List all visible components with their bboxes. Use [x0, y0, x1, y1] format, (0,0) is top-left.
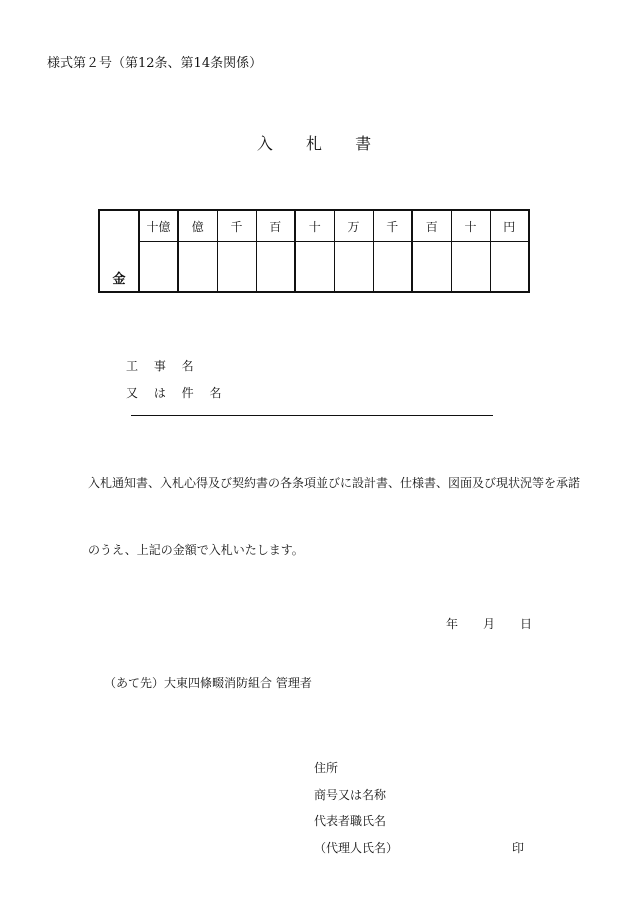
agent-label: （代理人氏名） — [314, 841, 399, 855]
amount-digit-cell[interactable] — [490, 242, 529, 293]
form-number: 様式第２号（第12条、第14条関係） — [47, 56, 263, 71]
unit-header: 十 — [295, 210, 334, 242]
date-year: 年 — [446, 617, 459, 631]
unit-header: 十億 — [139, 210, 178, 242]
date-month: 月 — [483, 617, 496, 631]
amount-table — [98, 209, 530, 293]
amount-digit-cell[interactable] — [412, 242, 451, 293]
statement-line-2: のうえ、上記の金額で入札いたします。 — [88, 543, 304, 557]
date-day: 日 — [520, 617, 533, 631]
company-label: 商号又は名称 — [314, 788, 387, 802]
amount-digit-cell[interactable] — [217, 242, 256, 293]
amount-digit-cell[interactable] — [178, 242, 217, 293]
document-title — [0, 131, 630, 154]
unit-header: 百 — [412, 210, 451, 242]
unit-header: 円 — [490, 210, 529, 242]
project-name-line[interactable] — [131, 415, 493, 416]
unit-header: 千 — [373, 210, 412, 242]
seal-mark: 印 — [512, 841, 525, 855]
unit-header: 百 — [256, 210, 295, 242]
title-char: 入 — [256, 134, 275, 153]
unit-header: 十 — [451, 210, 490, 242]
unit-header: 万 — [334, 210, 373, 242]
amount-digit-cell[interactable] — [334, 242, 373, 293]
representative-label: 代表者職氏名 — [314, 814, 387, 828]
title-char: 書 — [355, 134, 374, 153]
amount-digit-cell[interactable] — [139, 242, 178, 293]
amount-digit-cell[interactable] — [451, 242, 490, 293]
title-char: 札 — [305, 134, 324, 153]
amount-row-label: 金 — [99, 210, 139, 292]
amount-digit-cell[interactable] — [295, 242, 334, 293]
project-name-label: 工 事 名 — [126, 359, 200, 373]
amount-digit-cell[interactable] — [373, 242, 412, 293]
statement-line-1: 入札通知書、入札心得及び契約書の各条項並びに設計書、仕様書、図面及び現状況等を承諾 — [88, 476, 581, 490]
project-name-label-alt: 又 は 件 名 — [126, 386, 228, 400]
unit-header: 億 — [178, 210, 217, 242]
unit-header: 千 — [217, 210, 256, 242]
addressee: （あて先）大東四條畷消防組合 管理者 — [104, 676, 312, 690]
address-label: 住所 — [314, 761, 339, 775]
amount-digit-cell[interactable] — [256, 242, 295, 293]
